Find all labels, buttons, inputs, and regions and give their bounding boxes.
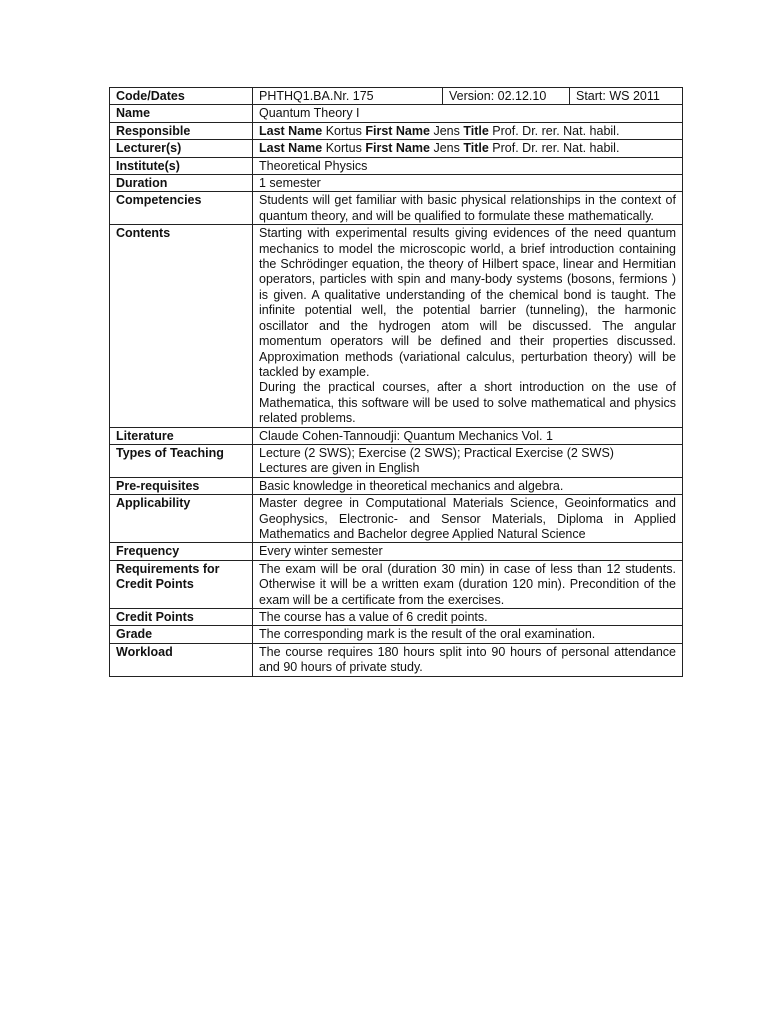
row-contents: [110, 225, 683, 427]
row-lecturers: [110, 140, 683, 157]
label-literature: Literature: [110, 427, 253, 444]
row-grade: [110, 626, 683, 643]
label-workload: Workload: [110, 643, 253, 676]
row-code-dates: [110, 88, 683, 105]
last-name-label: Last Name: [259, 141, 323, 156]
competencies-text: Students will get familiar with basic physical relationships in the context of quantum theory, and will be qualified to formulate these mathematically.: [253, 192, 683, 225]
row-competencies: [110, 192, 683, 225]
label-prerequisites: Pre-requisites: [110, 477, 253, 494]
requirements-text: The exam will be oral (duration 30 min) in case of less than 12 students. Otherwise it will be a written exam (duration 120 min). Precondition of the exam will be a certificate from the exercises.: [253, 560, 683, 608]
label-contents: Contents: [110, 225, 253, 427]
label-responsible: Responsible: [110, 122, 253, 139]
row-applicability: [110, 495, 683, 543]
label-types-of-teaching: Types of Teaching: [110, 444, 253, 477]
title-value: Prof. Dr. rer. Nat. habil.: [492, 141, 620, 156]
row-frequency: [110, 543, 683, 560]
module-name: Quantum Theory I: [253, 105, 683, 122]
teaching-line-2: Lectures are given in English: [259, 461, 420, 476]
credit-points-value: The course has a value of 6 credit points.: [253, 609, 683, 626]
label-frequency: Frequency: [110, 543, 253, 560]
teaching-line-1: Lecture (2 SWS); Exercise (2 SWS); Practical Exercise (2 SWS): [259, 445, 614, 460]
first-name-label: First Name: [365, 123, 430, 138]
contents-paragraph-1: Starting with experimental results giving evidences of the need quantum mechanics to model the microscopic world, a brief introduction containing the Schrödinger equation, the theory of Hilbert space, linear and Hermitian operators, particles with spin and many-body systems (bosons, fermions ) is given. A qualitative understanding of the chemical bond is taught. The infinite potential well, the potential barrier (tunneling), the harmonic oscillator and the hydrogen atom will be discussed. The angular momentum operators will be defined and their properties discussed. Approximation methods (variational calculus, perturbation theory) will be tackled by example.: [259, 226, 676, 379]
row-name: [110, 105, 683, 122]
frequency-value: Every winter semester: [253, 543, 683, 560]
types-of-teaching-text: [253, 444, 683, 477]
prerequisites-value: Basic knowledge in theoretical mechanics and algebra.: [253, 477, 683, 494]
first-name-value: Jens: [433, 123, 460, 138]
title-label: Title: [463, 123, 489, 138]
label-lecturers: Lecturer(s): [110, 140, 253, 157]
label-grade: Grade: [110, 626, 253, 643]
label-applicability: Applicability: [110, 495, 253, 543]
contents-paragraph-2: During the practical courses, after a short introduction on the use of Mathematica, this software will be used to solve mathematical and physics related problems.: [259, 380, 676, 426]
module-code: PHTHQ1.BA.Nr. 175: [253, 88, 443, 105]
label-competencies: Competencies: [110, 192, 253, 225]
row-requirements: [110, 560, 683, 608]
row-duration: [110, 175, 683, 192]
lecturer-person: [253, 140, 683, 157]
last-name-value: Kortus: [325, 141, 362, 156]
row-types-of-teaching: [110, 444, 683, 477]
row-credit-points: [110, 609, 683, 626]
contents-text: [253, 225, 683, 427]
first-name-value: Jens: [433, 141, 460, 156]
row-institutes: [110, 157, 683, 174]
row-workload: [110, 643, 683, 676]
requirements-label-line-1: Requirements for: [116, 561, 220, 576]
institute-value: Theoretical Physics: [253, 157, 683, 174]
label-institutes: Institute(s): [110, 157, 253, 174]
start-semester: Start: WS 2011: [570, 88, 683, 105]
applicability-text: Master degree in Computational Materials Science, Geoinformatics and Geophysics, Electronic- and Sensor Materials, Diploma in Applied Mathematics and Bachelor degree Applied Natural Science: [253, 495, 683, 543]
title-label: Title: [463, 141, 489, 156]
title-value: Prof. Dr. rer. Nat. habil.: [492, 123, 620, 138]
label-requirements: [110, 560, 253, 608]
responsible-person: [253, 122, 683, 139]
row-prerequisites: [110, 477, 683, 494]
duration-value: 1 semester: [253, 175, 683, 192]
requirements-label-line-2: Credit Points: [116, 577, 194, 592]
row-responsible: [110, 122, 683, 139]
label-duration: Duration: [110, 175, 253, 192]
literature-value: Claude Cohen-Tannoudji: Quantum Mechanics Vol. 1: [253, 427, 683, 444]
label-code-dates: Code/Dates: [110, 88, 253, 105]
last-name-value: Kortus: [325, 123, 362, 138]
label-credit-points: Credit Points: [110, 609, 253, 626]
module-description-table: [109, 87, 683, 677]
workload-text: The course requires 180 hours split into 90 hours of personal attendance and 90 hours of private study.: [253, 643, 683, 676]
first-name-label: First Name: [365, 141, 430, 156]
version-date: Version: 02.12.10: [443, 88, 570, 105]
grade-value: The corresponding mark is the result of the oral examination.: [253, 626, 683, 643]
label-name: Name: [110, 105, 253, 122]
row-literature: [110, 427, 683, 444]
last-name-label: Last Name: [259, 123, 323, 138]
